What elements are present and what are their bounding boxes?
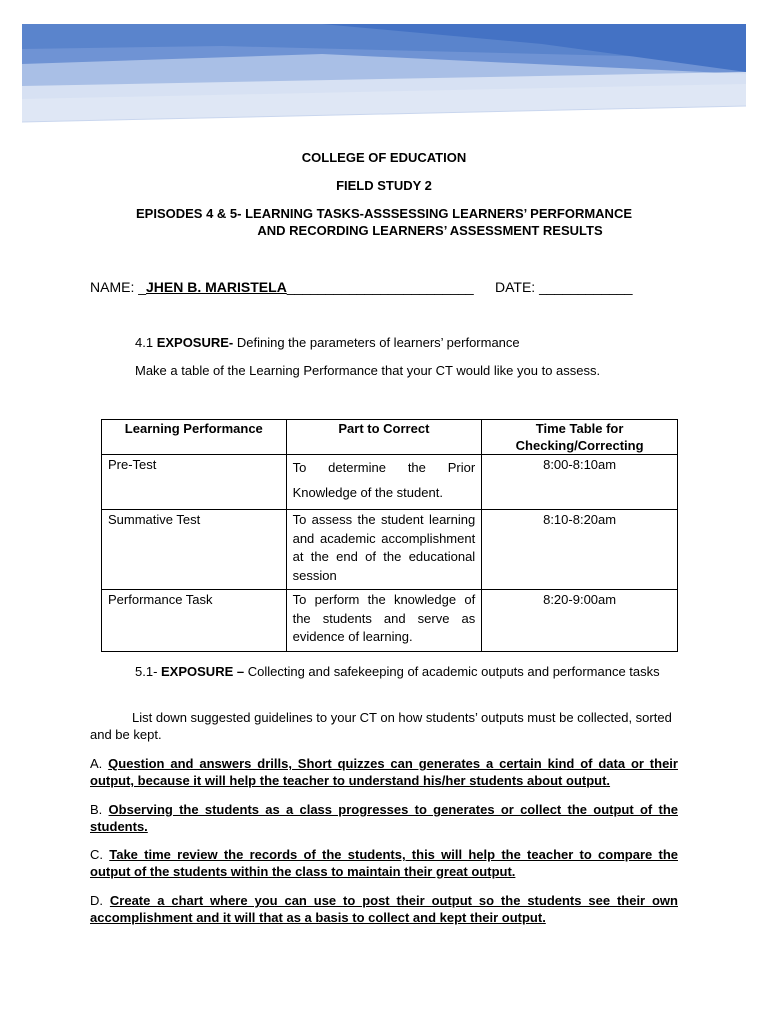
date-field: [495, 279, 633, 295]
answer-letter: D.: [90, 893, 110, 908]
table-cell: Pre-Test: [102, 455, 287, 510]
name-field: [90, 279, 474, 295]
date-label: DATE:: [495, 279, 540, 295]
answer-letter: B.: [90, 802, 109, 817]
learning-performance-table: [101, 419, 678, 652]
column-header: Part to Correct: [286, 420, 482, 455]
answer-item: [90, 846, 678, 880]
table-row: [102, 455, 678, 510]
table-cell: To perform the knowledge of the students and serve as evidence of learning.: [286, 590, 482, 652]
table-cell: To assess the student learning and academic accomplishment at the end of the educational session: [286, 510, 482, 590]
course-heading: FIELD STUDY 2: [336, 178, 432, 193]
answer-letter: A.: [90, 756, 109, 771]
name-value: JHEN B. MARISTELA: [146, 279, 287, 295]
name-blank: ________________________: [286, 279, 474, 295]
table-row: [102, 510, 678, 590]
column-header: Time Table for Checking/Correcting: [482, 420, 678, 455]
answer-item: [90, 801, 678, 835]
answer-item: [90, 892, 678, 926]
section-41-number: 4.1: [135, 335, 157, 350]
name-label: NAME: _: [90, 279, 147, 295]
table-cell: 8:00-8:10am: [482, 455, 678, 510]
section-51-heading: [90, 663, 678, 680]
table-cell: Summative Test: [102, 510, 287, 590]
answer-letter: C.: [90, 847, 110, 862]
answer-text: Question and answers drills, Short quizzes can generates a certain kind of data or their output, because it will help the teacher to understand his/her students about output.: [90, 756, 678, 788]
answer-text: Create a chart where you can use to post their output so the students see their own accomplishment and it will that as a basis to collect and kept their output.: [90, 893, 678, 925]
college-heading: COLLEGE OF EDUCATION: [301, 150, 467, 165]
column-header: Learning Performance: [102, 420, 287, 455]
table-cell: To determine the Prior Knowledge of the student.: [286, 455, 482, 510]
section-41-heading: [135, 335, 520, 350]
date-blank: ____________: [539, 279, 633, 295]
table-header-row: [102, 420, 678, 455]
episode-heading-line1: EPISODES 4 & 5- LEARNING TASKS-ASSSESSING LEARNERS’ PERFORMANCE: [136, 206, 632, 221]
answer-text: Observing the students as a class progresses to generates or collect the output of the students.: [90, 802, 678, 834]
section-41-title: EXPOSURE-: [156, 335, 234, 350]
table-cell: 8:20-9:00am: [482, 590, 678, 652]
table-cell: Performance Task: [102, 590, 287, 652]
header-banner: [22, 24, 746, 124]
episode-heading-line2: AND RECORDING LEARNERS’ ASSESSMENT RESULTS: [257, 223, 603, 238]
answer-item: [90, 755, 678, 789]
section-51-instruction: List down suggested guidelines to your CT on how students’ outputs must be collected, sorted and be kept.: [90, 710, 672, 742]
section-51-title: EXPOSURE –: [161, 664, 245, 679]
section-51-desc: Collecting and safekeeping of academic outputs and performance tasks: [244, 664, 660, 679]
section-41-instruction: Make a table of the Learning Performance that your CT would like you to assess.: [135, 363, 601, 378]
section-41-desc: Defining the parameters of learners’ performance: [233, 335, 520, 350]
table-row: [102, 590, 678, 652]
section-51-number: 5.1-: [135, 664, 162, 679]
table-cell: 8:10-8:20am: [482, 510, 678, 590]
answer-text: Take time review the records of the students, this will help the teacher to compare the output of the students within the class to maintain their great output.: [90, 847, 678, 879]
